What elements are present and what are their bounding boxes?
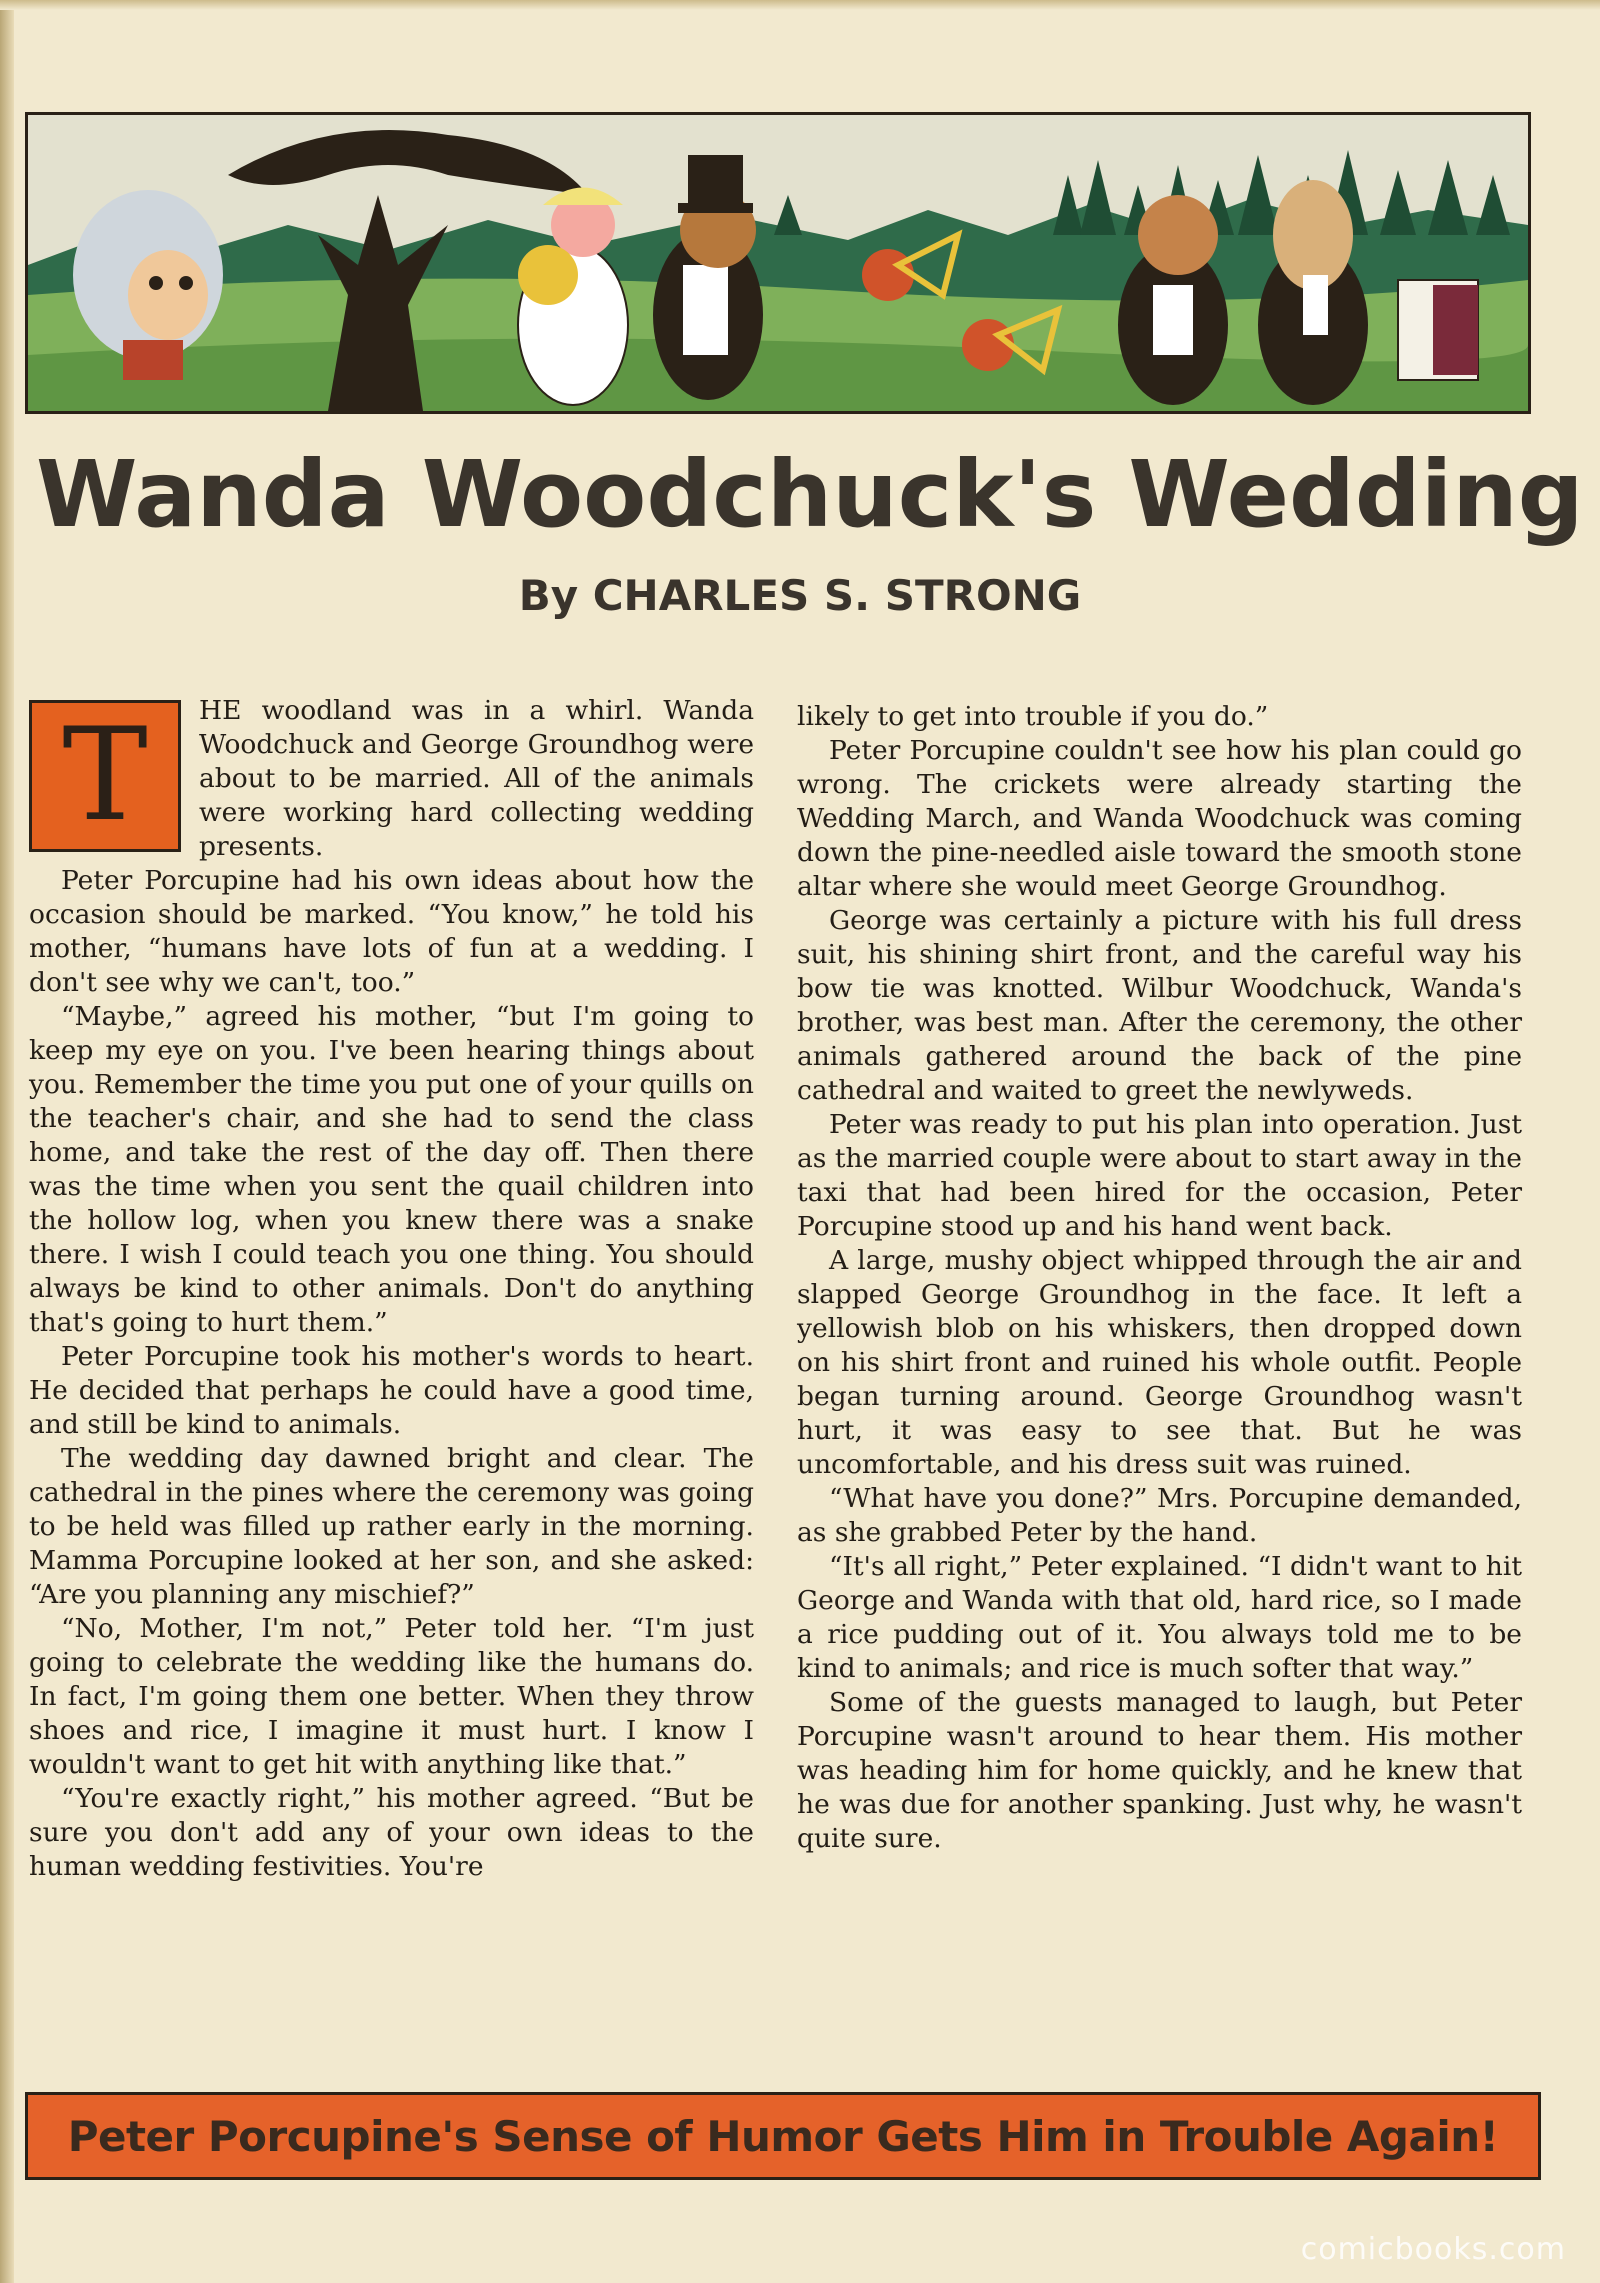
left-column: [29, 694, 754, 1884]
paragraph: George was certainly a picture with his full dress suit, his shining shirt front, and the careful way his bow tie was knotted. Wilbur Woodchuck, Wanda's brother, was best man. After the ceremony, the other animals gathered around the back of the pine cathedral and waited to greet the newlyweds.: [797, 905, 1522, 1106]
paragraph: Peter Porcupine took his mother's words to heart. He decided that perhaps he could have a good time, and still be kind to animals.: [29, 1341, 754, 1440]
paragraph: “You're exactly right,” his mother agreed. “But be sure you don't add any of your own ideas to the human wedding festivities. You're: [29, 1783, 754, 1882]
paragraph: “No, Mother, I'm not,” Peter told her. “I'm just going to celebrate the wedding like the humans do. In fact, I'm going them one better. When they throw shoes and rice, I imagine it must hurt. I know I wouldn't want to get hit with anything like that.”: [29, 1613, 754, 1780]
paragraph: A large, mushy object whipped through the air and slapped George Groundhog in the face. It left a yellowish blob on his whiskers, then dropped down on his shirt front and ruined his whole outfit. People began turning around. George Groundhog wasn't hurt, it was easy to see that. But he was uncomfortable, and his dress suit was ruined.: [797, 1245, 1522, 1480]
author-byline: By CHARLES S. STRONG: [518, 571, 1082, 620]
footer-banner: [25, 2092, 1541, 2180]
paragraph: “It's all right,” Peter explained. “I didn't want to hit George and Wanda with that old, hard rice, so I made a rice pudding out of it. You always told me to be kind to animals; and rice is much softer that way.”: [797, 1551, 1522, 1684]
wedding-illustration: [25, 112, 1531, 414]
page-top-edge: [0, 0, 1600, 10]
paragraph: The wedding day dawned bright and clear. The cathedral in the pines where the ceremony was going to be held was filled up rather early in the morning. Mamma Porcupine looked at her son, and she asked: “Are you planning any mischief?”: [29, 1443, 754, 1610]
footer-banner-text: Peter Porcupine's Sense of Humor Gets Him in Trouble Again!: [67, 2111, 1499, 2161]
paragraph: “Maybe,” agreed his mother, “but I'm going to keep my eye on you. I've been hearing things about you. Remember the time you put one of your quills on the teacher's chair, and she had to send the class home, and take the rest of the day off. Then there was the time when you sent the quail children into the hollow log, when you knew there was a snake there. I wish I could teach you one thing. You should always be kind to other animals. Don't do anything that's going to hurt them.”: [29, 1001, 754, 1338]
paragraph: Peter Porcupine couldn't see how his plan could go wrong. The crickets were already starting the Wedding March, and Wanda Woodchuck was coming down the pine-needled aisle toward the smooth stone altar where she would meet George Groundhog.: [797, 735, 1522, 902]
paragraph: Peter Porcupine had his own ideas about how the occasion should be marked. “You know,” he told his mother, “humans have lots of fun at a wedding. I don't see why we can't, too.”: [29, 865, 754, 998]
drop-cap: T: [29, 700, 181, 852]
paragraph: HE woodland was in a whirl. Wanda Woodchuck and George Groundhog were about to be married. All of the animals were working hard collecting wedding presents.: [199, 695, 754, 862]
right-column: [797, 700, 1522, 1856]
paragraph: “What have you done?” Mrs. Porcupine demanded, as she grabbed Peter by the hand.: [797, 1483, 1522, 1548]
illustration-drawing: [28, 115, 1528, 411]
paragraph: Some of the guests managed to laugh, but Peter Porcupine wasn't around to hear them. His mother was heading him for home quickly, and he knew that he was due for another spanking. Just why, he wasn't quite sure.: [797, 1687, 1522, 1854]
paragraph: Peter was ready to put his plan into operation. Just as the married couple were about to start away in the taxi that had been hired for the occasion, Peter Porcupine stood up and his hand went back.: [797, 1109, 1522, 1242]
story-title: Wanda Woodchuck's Wedding: [36, 441, 1584, 548]
page-edge-shadow: [0, 0, 14, 2283]
watermark: comicbooks.com: [1300, 2232, 1566, 2267]
paragraph: likely to get into trouble if you do.”: [797, 701, 1269, 732]
